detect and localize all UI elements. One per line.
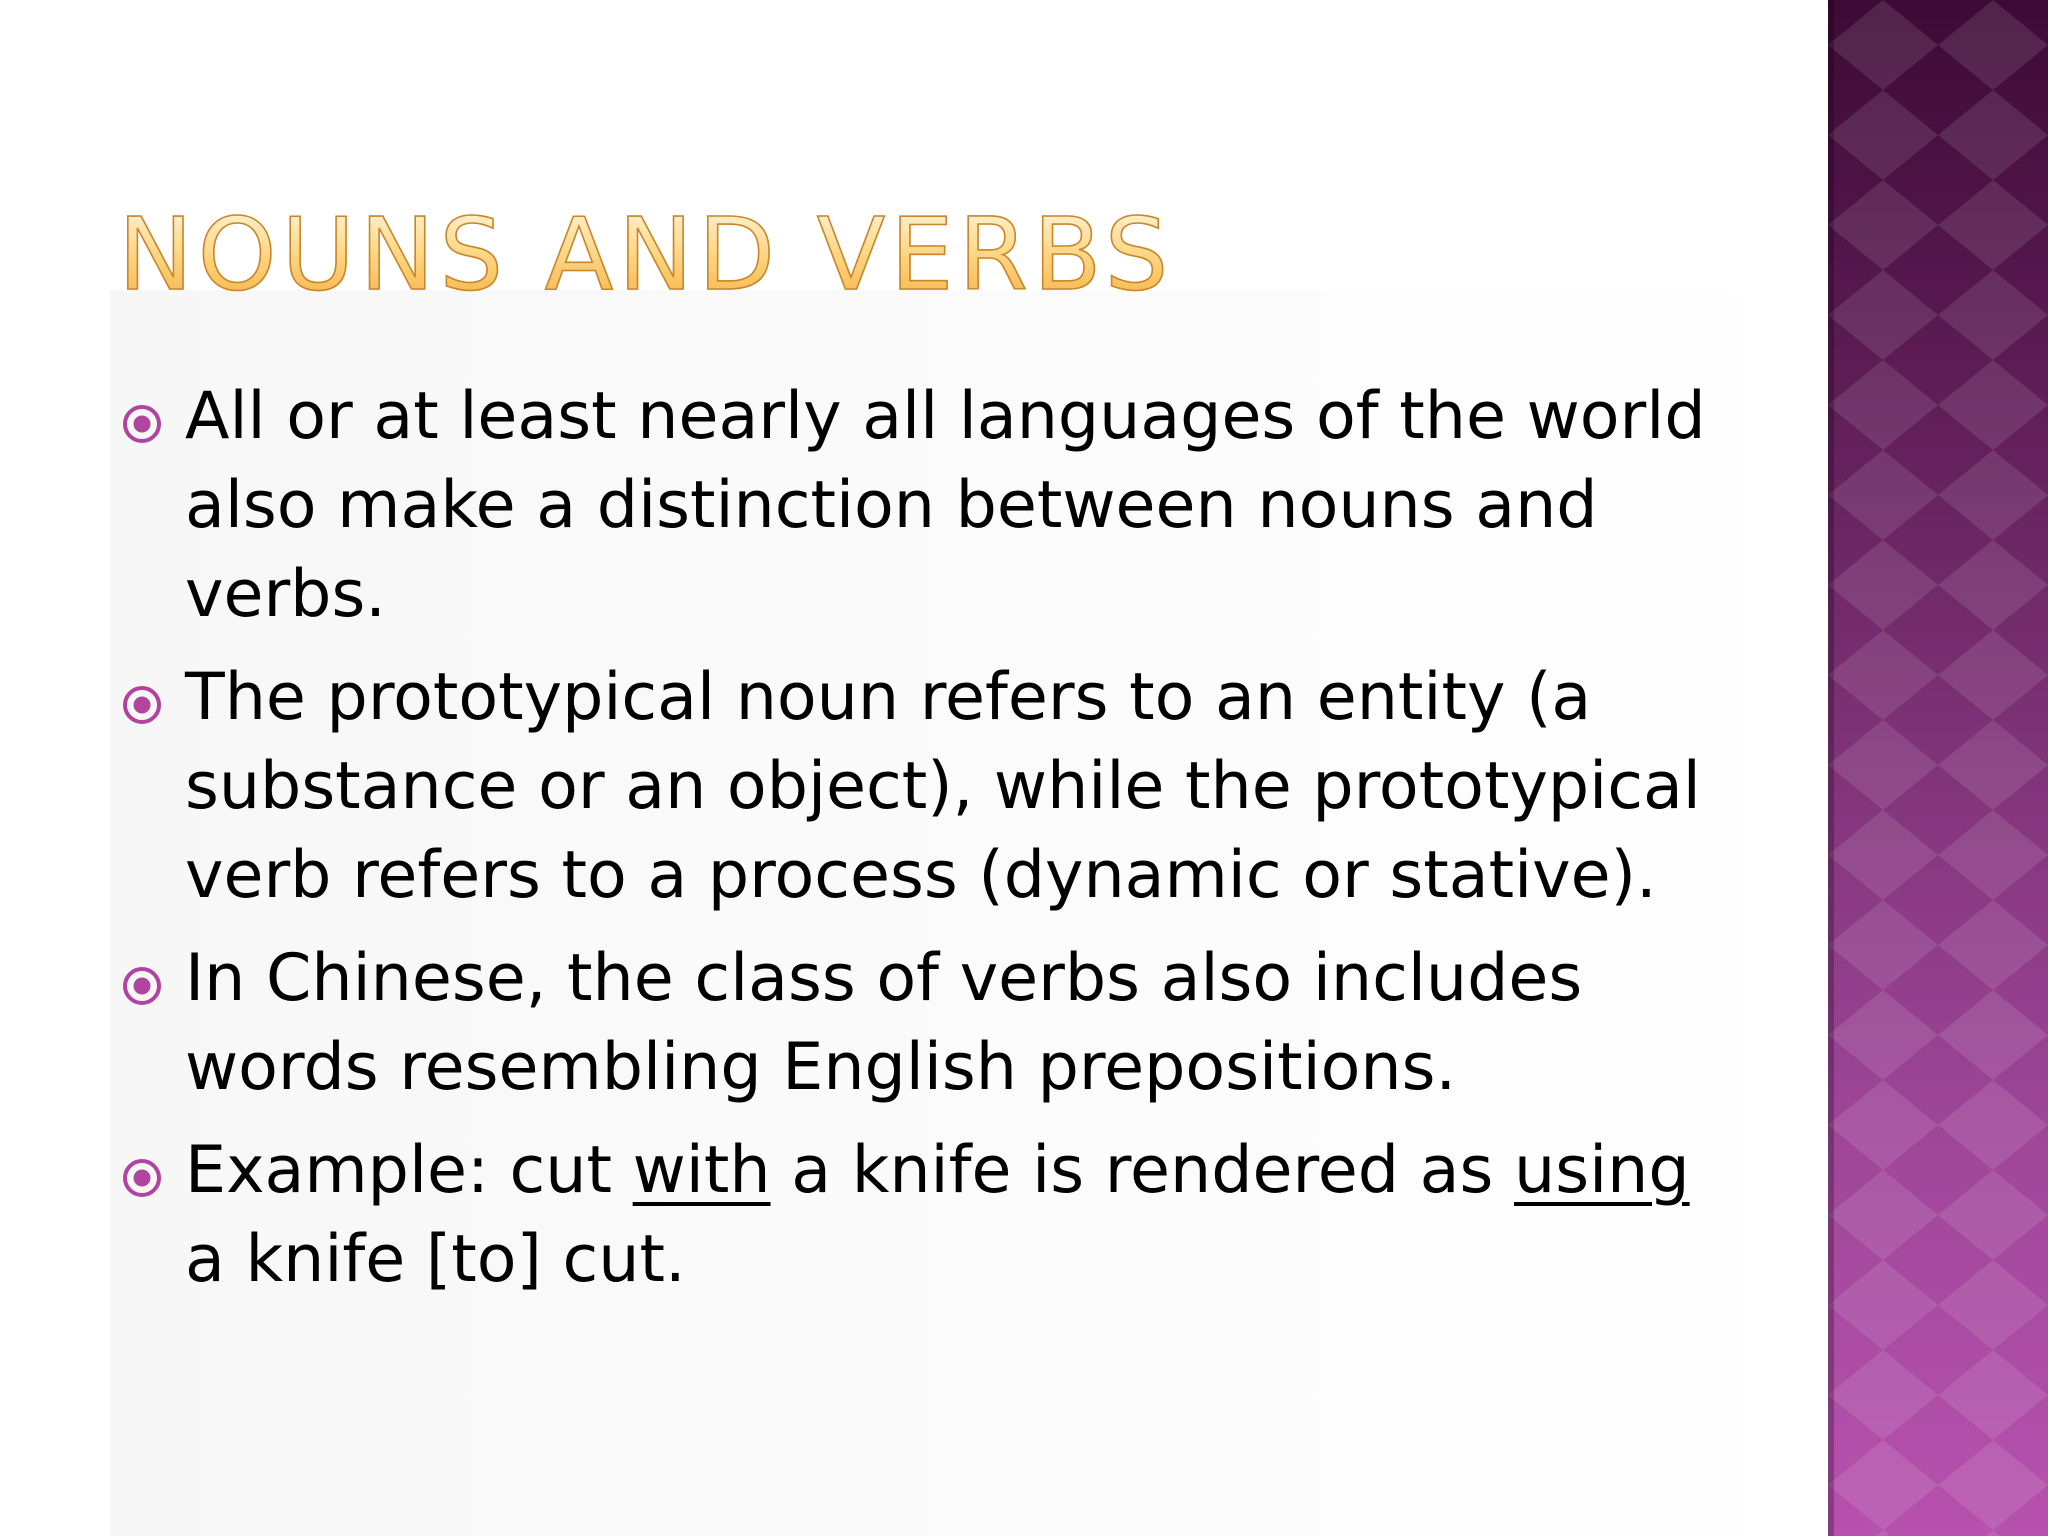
text-segment: In Chinese, the class of verbs also includes words resembling English prepositions. — [185, 941, 1583, 1105]
bullet-text — [185, 934, 1720, 1112]
text-segment: The prototypical noun refers to an entity (a substance or an object), while the prototypical verb refers to a process (dynamic or stative). — [185, 660, 1701, 913]
bullet-text — [185, 653, 1720, 920]
slide-title: NOUNS AND VERBS — [118, 196, 1174, 313]
bullet-item — [120, 1126, 1720, 1304]
bullet-list — [120, 372, 1720, 1318]
underlined-word: using — [1514, 1133, 1690, 1208]
bullet-item — [120, 653, 1720, 920]
circled-dot-icon — [120, 1156, 164, 1200]
sidebar-pattern — [1828, 0, 2048, 1536]
circled-dot-icon — [120, 683, 164, 727]
text-segment: a knife is rendered as — [770, 1133, 1515, 1208]
bullet-item — [120, 934, 1720, 1112]
text-segment: Example: cut — [185, 1133, 633, 1208]
underlined-word: with — [632, 1133, 771, 1208]
sidebar-edge — [1828, 0, 1834, 1536]
text-segment: All or at least nearly all languages of the world also make a distinction between nouns and verbs. — [185, 379, 1706, 632]
bullet-text — [185, 372, 1720, 639]
bullet-text — [185, 1126, 1720, 1304]
text-segment: a knife [to] cut. — [185, 1222, 686, 1297]
circled-dot-icon — [120, 402, 164, 446]
circled-dot-icon — [120, 964, 164, 1008]
bullet-item — [120, 372, 1720, 639]
decorative-sidebar — [1828, 0, 2048, 1536]
